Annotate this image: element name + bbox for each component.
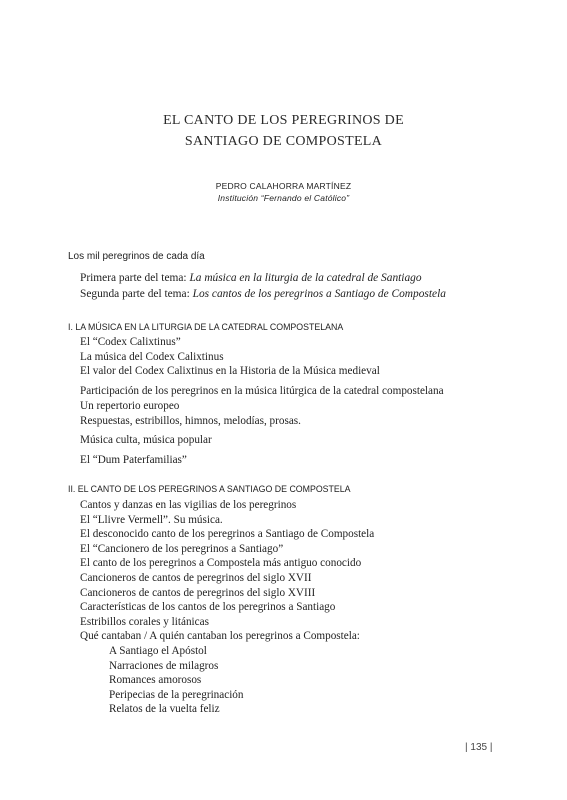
author-block bbox=[0, 180, 567, 204]
title-line-1: EL CANTO DE LOS PEREGRINOS DE bbox=[163, 113, 404, 128]
intro-block bbox=[80, 270, 446, 302]
section-1-list bbox=[80, 335, 444, 468]
list-item: El “Cancionero de los peregrinos a Santiago” bbox=[80, 542, 284, 555]
list-item: Música culta, música popular bbox=[80, 434, 212, 447]
list-item: El valor del Codex Calixtinus en la Historia de la Música medieval bbox=[80, 365, 380, 378]
list-item: Características de los cantos de los peregrinos a Santiago bbox=[80, 601, 336, 614]
list-item: Respuestas, estribillos, himnos, melodías, prosas. bbox=[80, 414, 301, 427]
intro-part-2-prefix: Segunda parte del tema: bbox=[80, 288, 193, 300]
list-item: El “Codex Calixtinus” bbox=[80, 336, 181, 348]
list-item: Participación de los peregrinos en la música litúrgica de la catedral compostelana bbox=[80, 385, 444, 398]
sub-list-item: Narraciones de milagros bbox=[109, 659, 219, 672]
list-item: Cancioneros de cantos de peregrinos del siglo XVIII bbox=[80, 586, 316, 599]
intro-part-1 bbox=[80, 270, 446, 286]
list-item: Qué cantaban / A quién cantaban los peregrinos a Compostela: bbox=[80, 630, 360, 643]
list-item: La música del Codex Calixtinus bbox=[80, 350, 224, 363]
intro-heading: Los mil peregrinos de cada día bbox=[68, 251, 205, 262]
sub-list-item: Peripecias de la peregrinación bbox=[109, 688, 244, 701]
sub-list-item: Relatos de la vuelta feliz bbox=[109, 703, 220, 716]
article-title bbox=[0, 110, 567, 152]
intro-part-2 bbox=[80, 286, 446, 302]
intro-part-1-title: La música en la liturgia de la catedral de Santiago bbox=[189, 272, 422, 284]
list-item: Cancioneros de cantos de peregrinos del siglo XVII bbox=[80, 571, 312, 584]
sub-list-item: A Santiago el Apóstol bbox=[109, 644, 207, 657]
list-item: Un repertorio europeo bbox=[80, 399, 180, 412]
title-line-2: SANTIAGO DE COMPOSTELA bbox=[184, 134, 383, 149]
section-2-heading: II. EL CANTO DE LOS PEREGRINOS A SANTIAGO DE COMPOSTELA bbox=[68, 484, 351, 494]
list-item: Estribillos corales y litánicas bbox=[80, 615, 209, 628]
section-1-heading: I. LA MÚSICA EN LA LITURGIA DE LA CATEDRAL COMPOSTELANA bbox=[68, 322, 344, 332]
list-item: El “Dum Paterfamilias” bbox=[80, 453, 187, 466]
section-2-list bbox=[80, 498, 374, 717]
list-item: Cantos y danzas en las vigilias de los peregrinos bbox=[80, 499, 297, 511]
list-item: El canto de los peregrinos a Compostela más antiguo conocido bbox=[80, 557, 362, 570]
author-institution: Institución “Fernando el Católico” bbox=[217, 193, 350, 203]
intro-part-1-prefix: Primera parte del tema: bbox=[80, 272, 190, 284]
sub-list-item: Romances amorosos bbox=[109, 674, 202, 687]
list-item: El “Llivre Vermell”. Su música. bbox=[80, 513, 223, 526]
page-number: | 135 | bbox=[465, 742, 493, 753]
intro-part-2-title: Los cantos de los peregrinos a Santiago de Compostela bbox=[192, 288, 446, 300]
author-name: PEDRO CALAHORRA MARTÍNEZ bbox=[215, 181, 352, 191]
list-item: El desconocido canto de los peregrinos a Santiago de Compostela bbox=[80, 528, 375, 541]
